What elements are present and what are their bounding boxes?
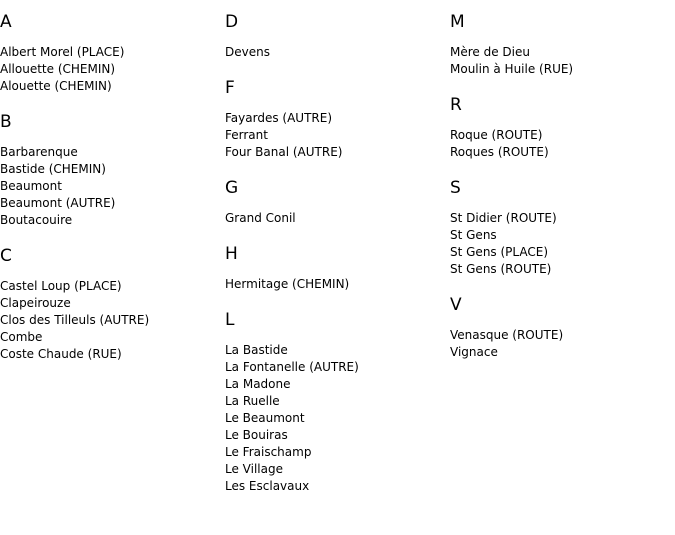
street-name-item[interactable]: Le Village	[225, 462, 283, 476]
street-name-item[interactable]: Le Fraischamp	[225, 445, 312, 459]
street-list	[225, 44, 445, 61]
index-column	[450, 12, 670, 378]
section-letter-heading: M	[450, 12, 465, 32]
section-letter-heading: V	[450, 295, 462, 315]
letter-section	[225, 310, 445, 495]
street-name-item[interactable]: Roques (ROUTE)	[450, 145, 549, 159]
street-name-item[interactable]: Roque (ROUTE)	[450, 128, 543, 142]
section-letter-heading: R	[450, 95, 462, 115]
section-letter-heading: C	[0, 246, 12, 266]
letter-section	[450, 95, 670, 161]
street-name-item[interactable]: Devens	[225, 45, 270, 59]
street-name-item[interactable]: Alouette (CHEMIN)	[0, 79, 112, 93]
street-list	[225, 342, 445, 495]
street-name-item[interactable]: St Didier (ROUTE)	[450, 211, 557, 225]
street-list	[0, 44, 220, 95]
section-letter-heading: L	[225, 310, 235, 330]
street-name-item[interactable]: Fayardes (AUTRE)	[225, 111, 333, 125]
street-list	[450, 210, 670, 278]
index-column	[0, 12, 220, 380]
street-name-item[interactable]: Boutacouire	[0, 213, 73, 227]
section-letter-heading: H	[225, 244, 238, 264]
street-name-item[interactable]: Le Bouiras	[225, 428, 288, 442]
street-list	[0, 278, 220, 363]
street-list	[225, 276, 445, 293]
street-name-item[interactable]: St Gens	[450, 228, 497, 242]
street-name-item[interactable]: Coste Chaude (RUE)	[0, 347, 122, 361]
street-name-item[interactable]: La Fontanelle (AUTRE)	[225, 360, 359, 374]
street-name-item[interactable]: Four Banal (AUTRE)	[225, 145, 343, 159]
street-name-item[interactable]: Mère de Dieu	[450, 45, 530, 59]
street-name-item[interactable]: Bastide (CHEMIN)	[0, 162, 106, 176]
street-name-item[interactable]: Grand Conil	[225, 211, 296, 225]
index-column	[225, 12, 445, 512]
street-name-item[interactable]: Barbarenque	[0, 145, 78, 159]
street-name-item[interactable]: Vignace	[450, 345, 498, 359]
section-letter-heading: D	[225, 12, 239, 32]
street-name-item[interactable]: La Madone	[225, 377, 291, 391]
street-name-item[interactable]: Hermitage (CHEMIN)	[225, 277, 350, 291]
section-letter-heading: B	[0, 112, 12, 132]
letter-section	[225, 244, 445, 293]
street-name-item[interactable]: La Ruelle	[225, 394, 280, 408]
letter-section	[0, 246, 220, 363]
letter-section	[450, 295, 670, 361]
letter-section	[450, 178, 670, 278]
street-name-item[interactable]: Albert Morel (PLACE)	[0, 45, 125, 59]
section-letter-heading: F	[225, 78, 235, 98]
letter-section	[225, 78, 445, 161]
street-name-item[interactable]: Clos des Tilleuls (AUTRE)	[0, 313, 150, 327]
street-list	[450, 127, 670, 161]
letter-section	[450, 12, 670, 78]
street-name-item[interactable]: St Gens (PLACE)	[450, 245, 549, 259]
section-letter-heading: S	[450, 178, 461, 198]
street-name-item[interactable]: Les Esclavaux	[225, 479, 310, 493]
street-name-item[interactable]: St Gens (ROUTE)	[450, 262, 552, 276]
street-list	[225, 210, 445, 227]
street-name-item[interactable]: Le Beaumont	[225, 411, 305, 425]
street-name-item[interactable]: La Bastide	[225, 343, 288, 357]
section-letter-heading: A	[0, 12, 12, 32]
street-name-item[interactable]: Ferrant	[225, 128, 268, 142]
street-list	[225, 110, 445, 161]
letter-section	[225, 178, 445, 227]
street-name-item[interactable]: Allouette (CHEMIN)	[0, 62, 116, 76]
street-name-item[interactable]: Combe	[0, 330, 43, 344]
street-list	[450, 44, 670, 78]
street-name-item[interactable]: Castel Loup (PLACE)	[0, 279, 122, 293]
letter-section	[0, 112, 220, 229]
section-letter-heading: G	[225, 178, 239, 198]
letter-section	[225, 12, 445, 61]
street-list	[0, 144, 220, 229]
street-list	[450, 327, 670, 361]
street-name-item[interactable]: Beaumont	[0, 179, 62, 193]
street-name-item[interactable]: Beaumont (AUTRE)	[0, 196, 116, 210]
street-name-item[interactable]: Moulin à Huile (RUE)	[450, 62, 574, 76]
street-name-item[interactable]: Clapeirouze	[0, 296, 71, 310]
street-name-item[interactable]: Venasque (ROUTE)	[450, 328, 564, 342]
letter-section	[0, 12, 220, 95]
